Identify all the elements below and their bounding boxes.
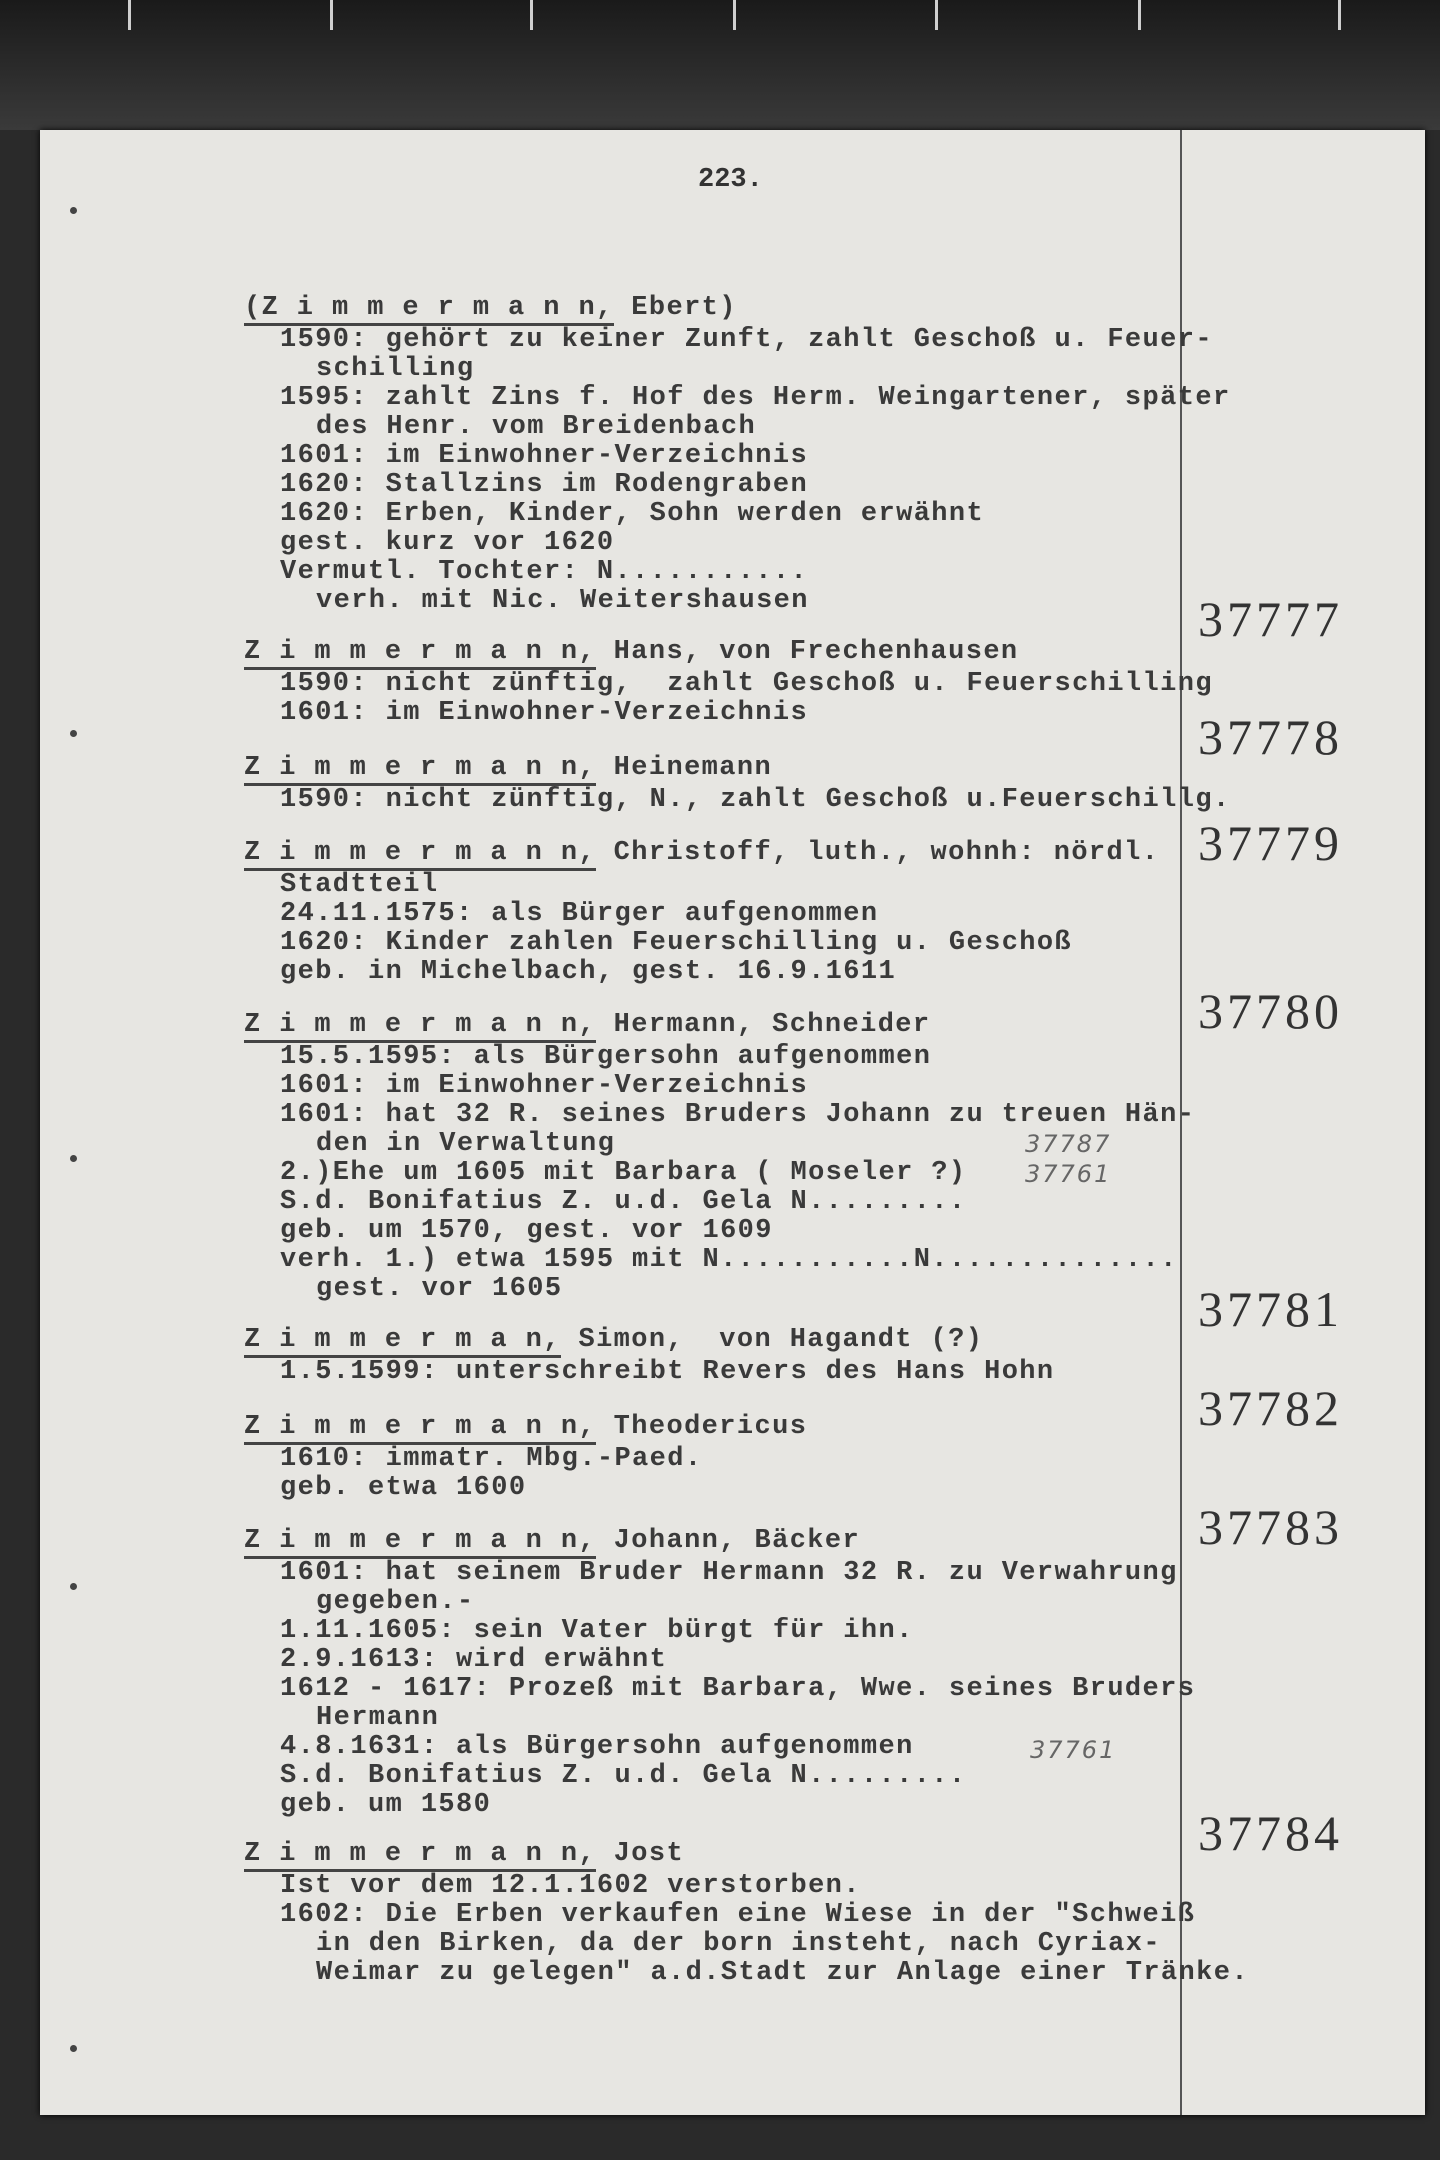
entry-line: 1590: gehört zu keiner Zunft, zahlt Geschoß u. Feuer- [280, 325, 1213, 355]
entry-line: 1620: Kinder zahlen Feuerschilling u. Geschoß [280, 928, 1073, 958]
entry-line: 1595: zahlt Zins f. Hof des Herm. Weingartener, später [280, 383, 1231, 413]
genealogy-entry [244, 1527, 1195, 1820]
entry-line: 1601: hat 32 R. seines Bruders Johann zu treuen Hän- [280, 1100, 1196, 1130]
entry-number: 37781 [1198, 1281, 1343, 1337]
entry-number: 37784 [1198, 1805, 1343, 1861]
punch-hole-mark [70, 207, 77, 214]
entry-line: gest. kurz vor 1620 [280, 528, 615, 558]
entry-given-name: Heinemann [596, 753, 773, 783]
entry-line: 1601: hat seinem Bruder Hermann 32 R. zu Verwahrung [280, 1558, 1178, 1588]
genealogy-entry [244, 1326, 1055, 1387]
entry-number: 37783 [1198, 1499, 1343, 1555]
entry-number: 37779 [1198, 815, 1343, 871]
entry-surname: Z i m m e r m a n n, [244, 1011, 596, 1043]
entry-surname: Z i m m e r m a n n, [244, 839, 596, 871]
entry-line: 1602: Die Erben verkaufen eine Wiese in der "Schweiß [280, 1900, 1196, 1930]
entry-line: 4.8.1631: als Bürgersohn aufgenommen [280, 1732, 914, 1762]
entry-number: 37780 [1198, 983, 1343, 1039]
ruler-tick [530, 0, 533, 30]
entry-line: 2.9.1613: wird erwähnt [280, 1645, 668, 1675]
genealogy-entry [244, 1413, 807, 1503]
entry-line: verh. 1.) etwa 1595 mit N...........N.............. [280, 1245, 1178, 1275]
entry-line: 1620: Stallzins im Rodengraben [280, 470, 809, 500]
entry-given-name: Johann, Bäcker [596, 1526, 861, 1556]
genealogy-entry [244, 294, 1231, 616]
entry-surname: Z i m m e r m a n, [244, 1326, 561, 1358]
entry-given-name: Theodericus [596, 1412, 808, 1442]
entry-line: 15.5.1595: als Bürgersohn aufgenommen [280, 1042, 932, 1072]
entry-given-name: Christoff, luth., wohnh: nördl. [596, 838, 1160, 868]
handwritten-reference: 37761 [1030, 1736, 1117, 1764]
entry-line: in den Birken, da der born insteht, nach Cyriax- [316, 1929, 1161, 1959]
punch-hole-mark [70, 2045, 77, 2052]
entry-line: des Henr. vom Breidenbach [316, 412, 757, 442]
entry-line: Stadtteil [280, 870, 439, 900]
entry-line: 1590: nicht zünftig, N., zahlt Geschoß u.Feuerschillg. [280, 785, 1231, 815]
genealogy-entry [244, 1840, 1249, 1988]
handwritten-reference: 37761 [1025, 1160, 1112, 1188]
entry-surname: Z i m m e r m a n n, [244, 1413, 596, 1445]
entry-line: 1.5.1599: unterschreibt Revers des Hans Hohn [280, 1357, 1055, 1387]
entry-line: 1590: nicht zünftig, zahlt Geschoß u. Feuerschilling [280, 669, 1213, 699]
entry-number: 37782 [1198, 1380, 1343, 1436]
entry-line: Ist vor dem 12.1.1602 verstorben. [280, 1871, 861, 1901]
entry-line: 1601: im Einwohner-Verzeichnis [280, 698, 809, 728]
entry-line: S.d. Bonifatius Z. u.d. Gela N......... [280, 1761, 967, 1791]
entry-number: 37777 [1198, 591, 1343, 647]
typed-index-card-page [40, 130, 1425, 2115]
entry-line: S.d. Bonifatius Z. u.d. Gela N......... [280, 1187, 967, 1217]
entry-line: geb. etwa 1600 [280, 1473, 527, 1503]
entry-line: 1.11.1605: sein Vater bürgt für ihn. [280, 1616, 914, 1646]
entry-line: schilling [316, 354, 475, 384]
entry-line: 1601: im Einwohner-Verzeichnis [280, 441, 809, 471]
entry-surname: Z i m m e r m a n n, [244, 638, 596, 670]
entry-line: 1612 - 1617: Prozeß mit Barbara, Wwe. seines Bruders [280, 1674, 1196, 1704]
genealogy-entry [244, 638, 1213, 728]
entry-line: geb. um 1570, gest. vor 1609 [280, 1216, 773, 1246]
entry-surname: Z i m m e r m a n n, [244, 1527, 596, 1559]
entry-line: den in Verwaltung [316, 1129, 616, 1159]
entry-line: gest. vor 1605 [316, 1274, 563, 1304]
entry-line: 24.11.1575: als Bürger aufgenommen [280, 899, 879, 929]
entry-line: verh. mit Nic. Weitershausen [316, 586, 809, 616]
handwritten-reference: 37787 [1025, 1130, 1112, 1158]
entry-number: 37778 [1198, 709, 1343, 765]
entry-given-name: Hermann, Schneider [596, 1010, 931, 1040]
entry-line: gegeben.- [316, 1587, 475, 1617]
scanner-ruler-strip [0, 0, 1440, 130]
punch-hole-mark [70, 730, 77, 737]
entry-line: Weimar zu gelegen" a.d.Stadt zur Anlage einer Tränke. [316, 1958, 1249, 1988]
ruler-tick [128, 0, 131, 30]
punch-hole-mark [70, 1583, 77, 1590]
ruler-tick [935, 0, 938, 30]
genealogy-entry [244, 754, 1231, 815]
ruler-tick [330, 0, 333, 30]
entry-given-name: Hans, von Frechenhausen [596, 637, 1019, 667]
entry-line: geb. in Michelbach, gest. 16.9.1611 [280, 957, 897, 987]
entry-surname: Z i m m e r m a n n, [244, 754, 596, 786]
entry-line: 1620: Erben, Kinder, Sohn werden erwähnt [280, 499, 985, 529]
genealogy-entry [244, 839, 1159, 987]
entry-surname: (Z i m m e r m a n n, [244, 294, 614, 326]
ruler-tick [1338, 0, 1341, 30]
punch-hole-mark [70, 1155, 77, 1162]
entry-line: 1610: immatr. Mbg.-Paed. [280, 1444, 703, 1474]
entry-line: Hermann [316, 1703, 440, 1733]
entry-given-name: Jost [596, 1839, 685, 1869]
entry-line: geb. um 1580 [280, 1790, 492, 1820]
entry-given-name: Ebert) [613, 293, 737, 323]
entry-line: Vermutl. Tochter: N........... [280, 557, 809, 587]
ruler-tick [733, 0, 736, 30]
page-number: 223. [698, 165, 763, 195]
entry-line: 1601: im Einwohner-Verzeichnis [280, 1071, 809, 1101]
ruler-tick [1138, 0, 1141, 30]
entry-surname: Z i m m e r m a n n, [244, 1840, 596, 1872]
entry-given-name: Simon, von Hagandt (?) [560, 1325, 984, 1355]
entry-line: 2.)Ehe um 1605 mit Barbara ( Moseler ?) [280, 1158, 967, 1188]
